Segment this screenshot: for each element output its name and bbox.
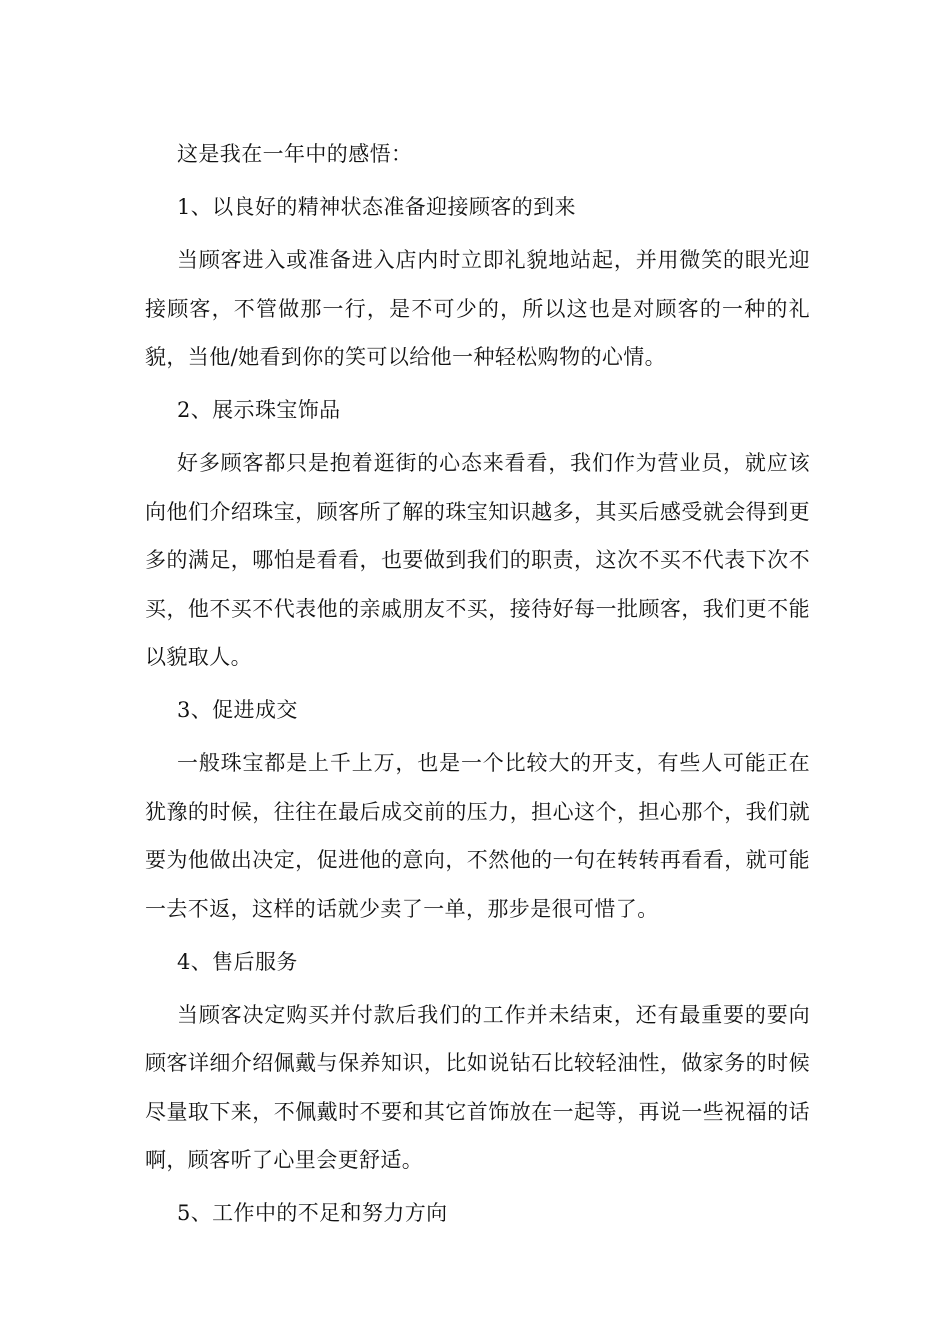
intro-paragraph: 这是我在一年中的感悟： <box>177 142 413 166</box>
section-body-2: 好多顾客都只是抱着逛街的心态来看看，我们作为营业员，就应该向他们介绍珠宝，顾客所了解的珠宝知识越多，其买后感受就会得到更多的满足，哪怕是看看，也要做到我们的职责，这次不买不代表下次不买，他不买不代表他的亲戚朋友不买，接待好每一批顾客，我们更不能以貌取人。 <box>145 451 810 669</box>
section-body-4: 当顾客决定购买并付款后我们的工作并未结束，还有最重要的要向顾客详细介绍佩戴与保养知识，比如说钻石比较轻油性，做家务的时候尽量取下来，不佩戴时不要和其它首饰放在一起等，再说一些祝福的话啊，顾客听了心里会更舒适。 <box>145 1002 810 1172</box>
document-body <box>145 130 810 1242</box>
section-body-1: 当顾客进入或准备进入店内时立即礼貌地站起，并用微笑的眼光迎接顾客，不管做那一行，是不可少的，所以这也是对顾客的一种的礼貌，当他/她看到你的笑可以给他一种轻松购物的心情。 <box>145 248 810 369</box>
section-heading-3: 3、促进成交 <box>177 698 298 722</box>
section-body-3: 一般珠宝都是上千上万，也是一个比较大的开支，有些人可能正在犹豫的时候，往往在最后成交前的压力，担心这个，担心那个，我们就要为他做出决定，促进他的意向，不然他的一句在转转再看看，就可能一去不返，这样的话就少卖了一单，那步是很可惜了。 <box>145 751 810 921</box>
section-heading-5: 5、工作中的不足和努力方向 <box>177 1201 448 1225</box>
section-heading-4: 4、售后服务 <box>177 949 298 974</box>
section-heading-2: 2、展示珠宝饰品 <box>177 398 341 422</box>
section-heading-1: 1、以良好的精神状态准备迎接顾客的到来 <box>177 195 576 219</box>
